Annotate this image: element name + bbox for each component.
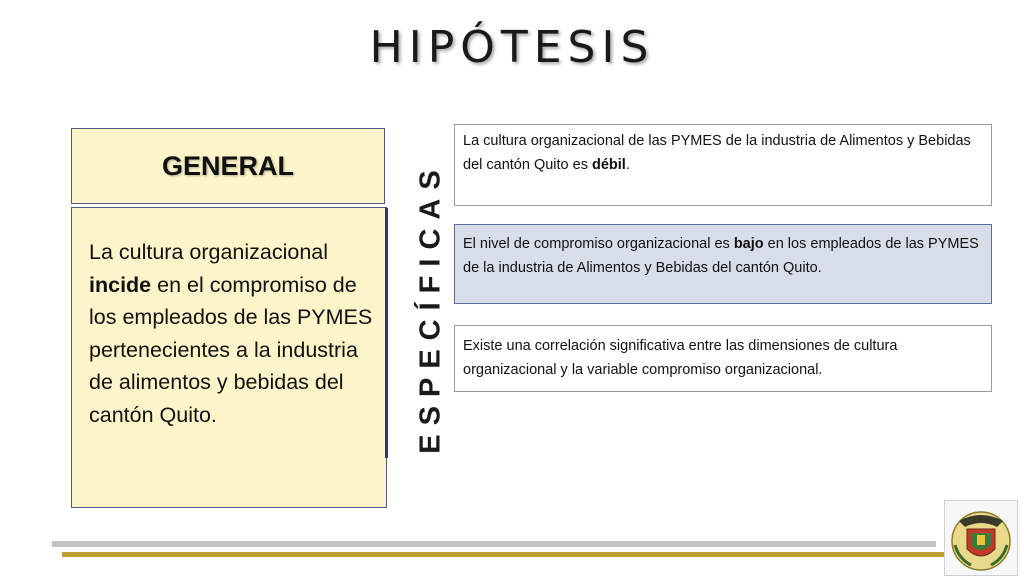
specific-label: ESPECÍFICAS — [414, 160, 447, 454]
specific-1-after: . — [625, 156, 630, 173]
specific-hypothesis-2 — [454, 224, 992, 304]
slide-title: HIPÓTESIS — [369, 22, 655, 73]
specific-2-after: en los empleados de las PYMES de la industria de Alimentos y Bebidas del cantón Quito. — [463, 236, 979, 276]
specific-hypothesis-3 — [454, 325, 992, 392]
general-text-before: La cultura organizacional — [89, 240, 329, 264]
specific-1-bold: débil — [591, 156, 626, 173]
footer-gray-bar — [52, 541, 936, 547]
specific-3-before: Existe una correlación significativa entre las dimensiones de cultura organizacional y la variable compromiso organizacional. — [463, 338, 898, 378]
general-heading: GENERAL — [161, 150, 294, 181]
footer-gold-bar — [62, 552, 944, 557]
specific-hypothesis-1 — [454, 124, 992, 206]
specific-2-before: El nivel de compromiso organizacional es — [463, 236, 734, 252]
general-text-after: en el compromiso de los empleados de las PYMES pertenecientes a la industria de alimentos y bebidas del cantón Quito. — [89, 272, 373, 427]
specific-label-wrapper — [405, 160, 457, 454]
general-text-bold: incide — [89, 272, 152, 297]
university-coat-of-arms-icon — [944, 500, 1018, 576]
general-hypothesis-box — [71, 207, 387, 508]
specific-2-bold: bajo — [733, 236, 764, 252]
general-heading-box — [71, 128, 385, 204]
specific-1-before: La cultura organizacional de las PYMES de la industria de Alimentos y Bebidas del cantón Quito es — [463, 133, 971, 173]
